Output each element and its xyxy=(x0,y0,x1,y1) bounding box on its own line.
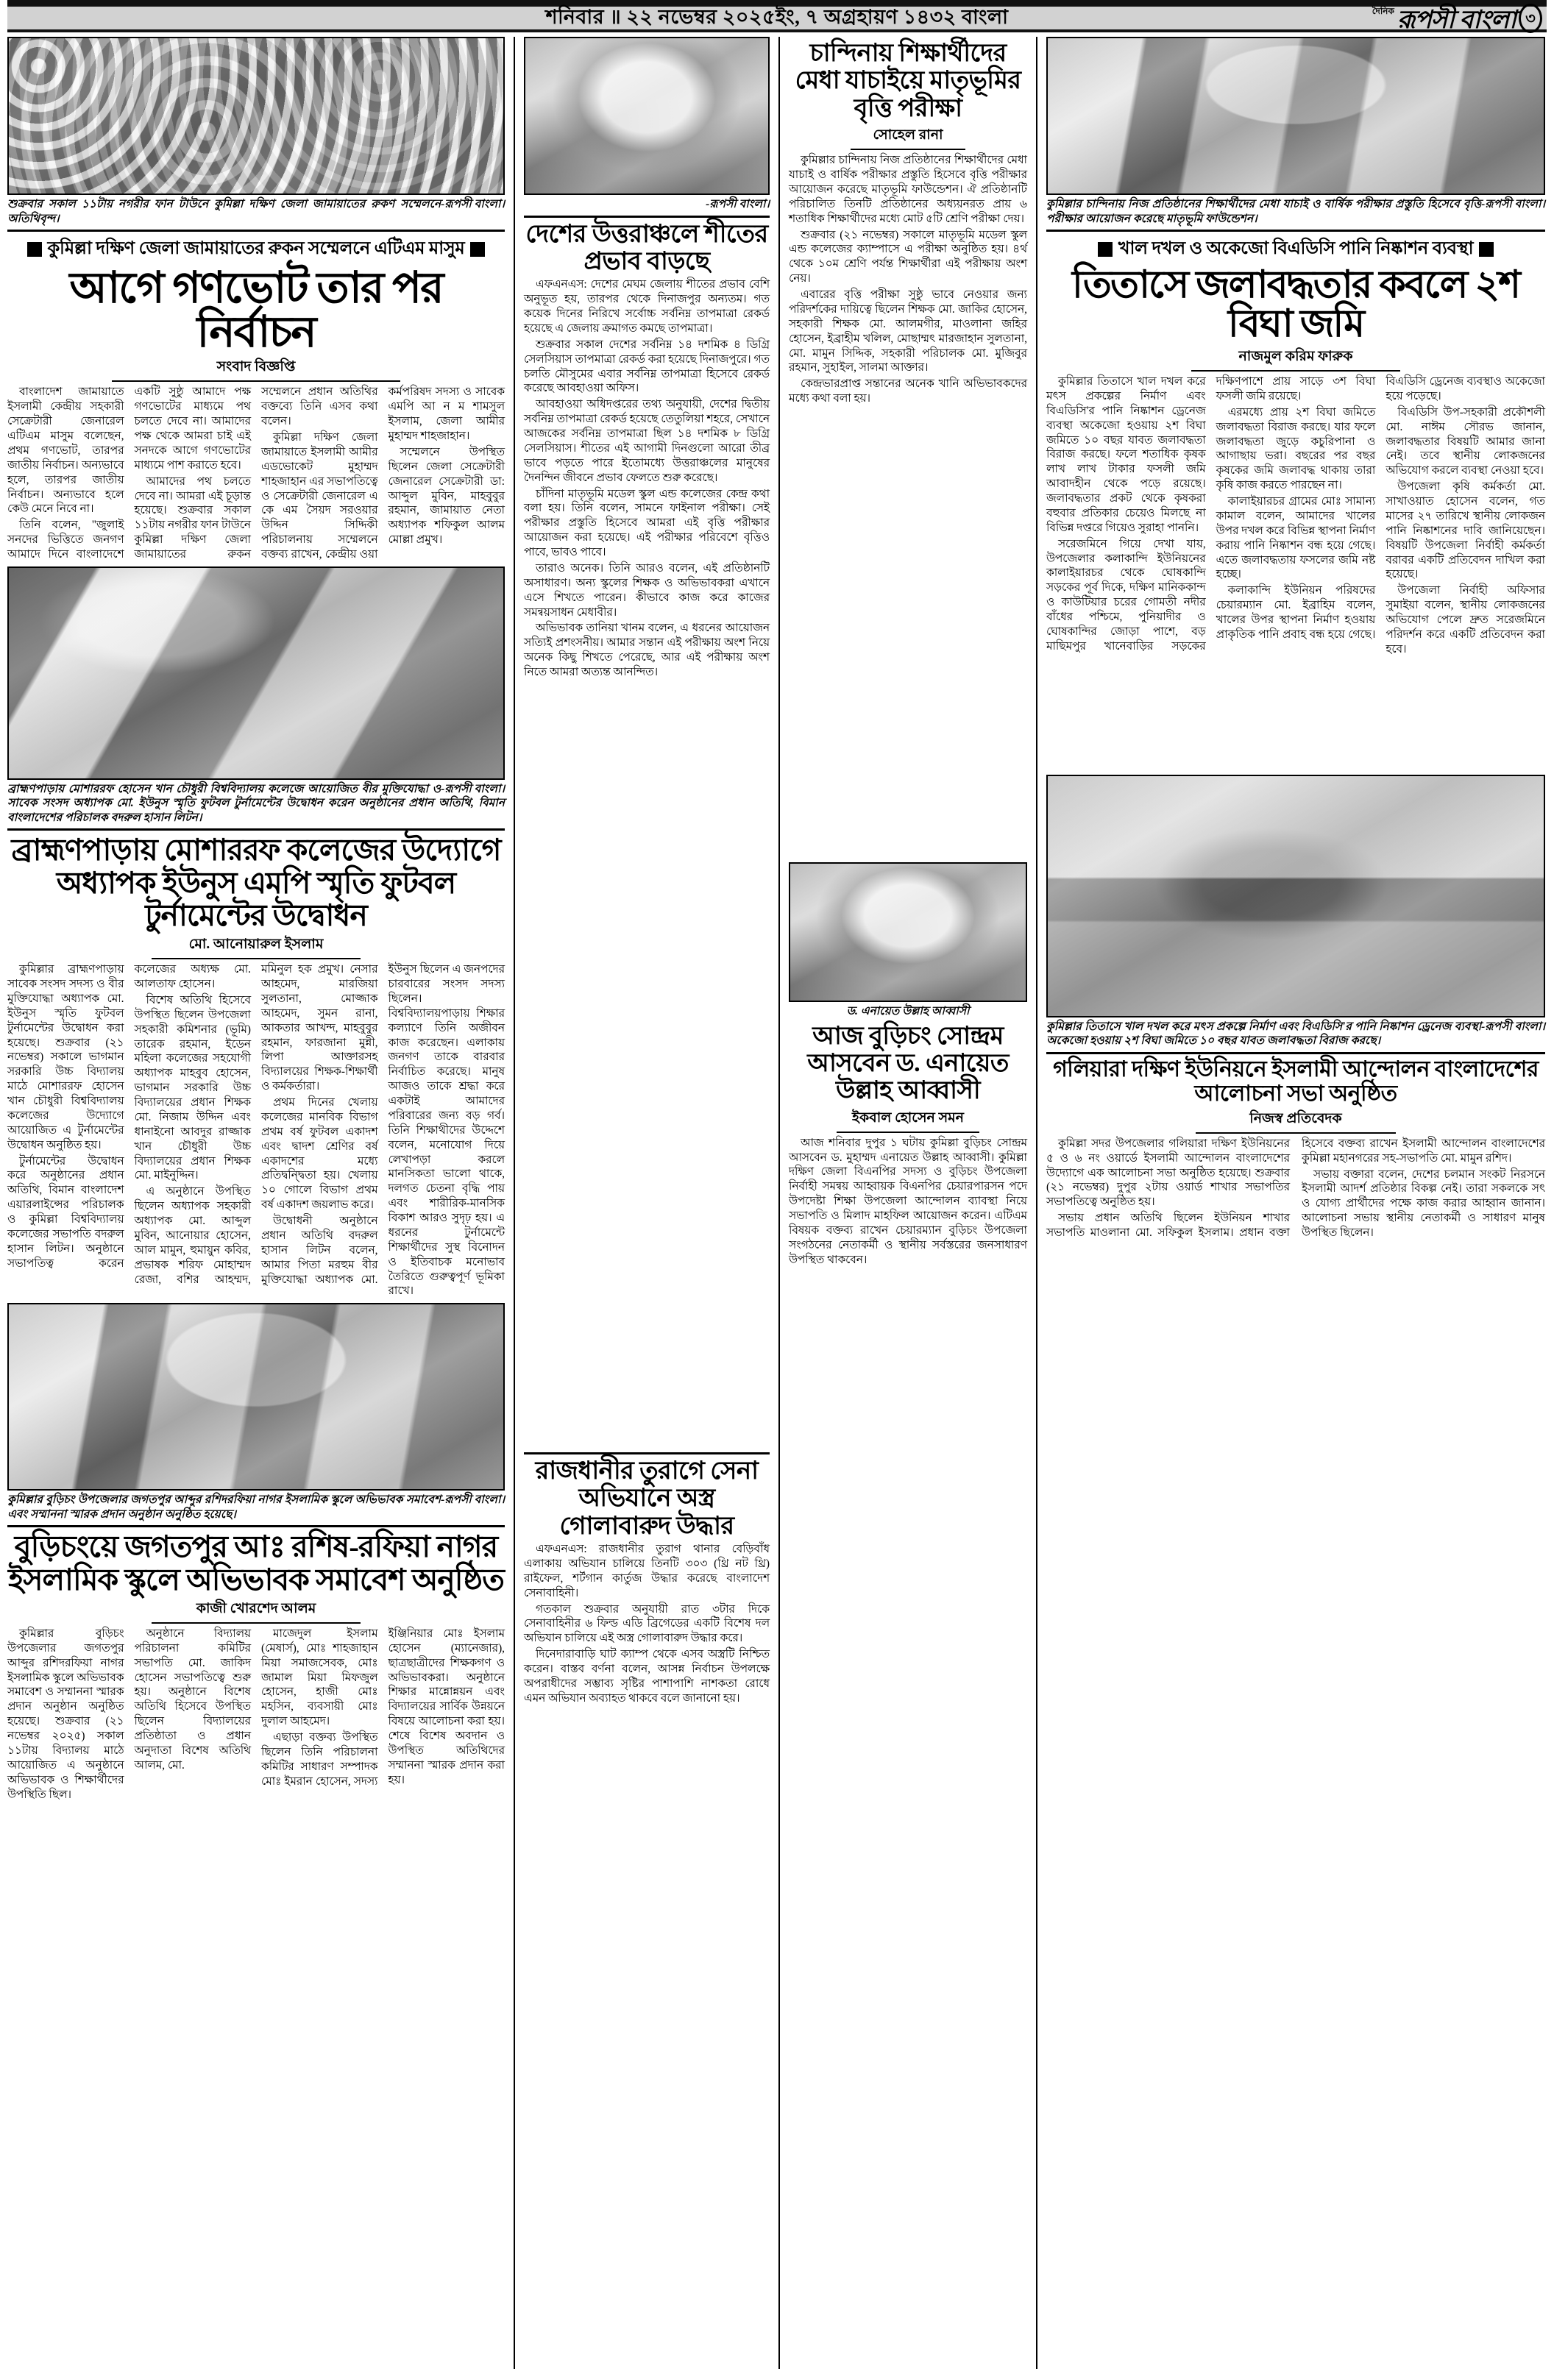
col2-story1-body: এফএনএস: দেশের মেঘম জেলায় শীতের প্রভাব বেশি অনুভূত হয়, তারপর থেকে দিনাজপুর অন্যতম। গত কয়েক দিনের নিরিখে সর্বোচ্চ সর্বনিম্ন তাপমাত্রা রেকর্ড হয়েছে এ জেলায় ক্রমাগত কমছে তাপমাত্রা। শুক্রবার সকাল দেশের সর্বনিম্ন ১৪ দশমিক ৪ ডিগ্রি সেলসিয়াস তাপমাত্রা রেকর্ড করা হয়েছে দিনাজপুরে। গত চলতি মৌসুমের এবার সর্বনিম্ন তাপমাত্রা হিসেবে রেকর্ড করেছে আবহাওয়া অফিস। আবহাওয়া অধিদপ্তরের তথ্য অনুযায়ী, দেশের দ্বিতীয় সর্বনিম্ন তাপমাত্রা রেকর্ড হয়েছে তেতুলিয়া শহরে, সেখানে আজকের সর্বনিম্ন তাপমাত্রা ছিল ১৪ দশমিক ৮ ডিগ্রি সেলসিয়াস। শীতের এই আগামী দিনগুলো আরো তীব্র ভাবে পড়তে পারে ইতোমধ্যে উত্তরাঞ্চলের মানুষের দৈনন্দিন জীবনে প্রভাব ফেলতে শুরু করেছে। চাঁদিনা মাতৃভূমি মডেল স্কুল এন্ড কলেজের কেন্দ্র কথা বলা হয়। তিনি বলেন, সামনে ফাইনাল পরীক্ষা। সেই পরীক্ষার প্রস্তুতি হিসেবে আমরা এই বৃত্তি পরীক্ষার আয়োজন করা হয়েছে। এই পরীক্ষার পরিবেশে বৃত্তিও পাবে, ভাবও পাবে। তারাও অনেক। তিনি আরও বলেন, এই প্রতিষ্ঠানটি অসাধারণ। অন্য স্কুলের শিক্ষক ও অভিভাবকরা এখানে এসে শিখতে পারেন। কীভাবে কাজ করে কাজের সমন্বয়সাধন মেধাবীর। অভিভাবক তানিয়া খানম বলেন, এ ধরনের আয়োজন সত্যিই প্রশংসনীয়। আমার সন্তান এই পরীক্ষায় অংশ নিয়ে অনেক কিছু শিখতে পেরেছে, আর এই পরীক্ষায় অংশ নিতে আমরা অত্যন্ত আনন্দিত। xyxy=(524,278,770,679)
nameplate-kicker: দৈনিক xyxy=(1372,6,1394,16)
square-bullet-icon xyxy=(470,242,485,257)
photo-jamaat-conference xyxy=(7,37,505,195)
photo-flood-caption: -রূপসী বাংলা। কুমিল্লার তিতাসে খাল দখল করে মৎস প্রকল্পে নির্মাণ এবং বিএডিসি'র পানি নিষ্কাশন ড্রেনেজ ব্যবস্থা অকেজো হওয়ায় ২শ বিঘা জমিতে ১০ বছর যাবত জলাবদ্ধতা বিরাজ করছে। xyxy=(1046,1020,1545,1048)
photo-abbasi-portrait xyxy=(789,862,1027,1002)
photo-credit: -রূপসী বাংলা। xyxy=(1481,198,1545,210)
column-1 xyxy=(7,37,514,2369)
photo-credit: -রূপসী বাংলা। xyxy=(1481,1020,1545,1033)
square-bullet-icon xyxy=(27,242,42,257)
page-number-badge: ৩ xyxy=(1519,4,1542,33)
story3-body: কুমিল্লার বুড়িচং উপজেলার জগতপুর আব্দুর রশিদরফিয়া নাগর ইসলামিক স্কুলে অভিভাবক সমাবেশ ও সম্মাননা স্মারক প্রদান অনুষ্ঠান অনুষ্ঠিত হয়েছে। শুক্রবার (২১ নভেম্বর ২০২৫) সকাল ১১টায় বিদ্যালয় মাঠে আয়োজিত এ অনুষ্ঠানে অভিভাবক ও শিক্ষার্থীদের উপস্থিতি ছিল। অনুষ্ঠানে বিদ্যালয় পরিচালনা কমিটির সভাপতি মো. জাকিদ হোসেন সভাপতিত্বে শুরু হয়। অনুষ্ঠানে বিশেষ অতিথি হিসেবে উপস্থিত ছিলেন বিদ্যালয়ের প্রতিষ্ঠাতা ও প্রধান অনুদাতা বিশেষ অতিথি আলম, মো. মাজেদুল ইসলাম (মেষার্স), মোঃ শাহজাহান মিয়া সমাজসেবক, মোঃ জামাল মিয়া মিফজুল হোসেন, হাজী মোঃ মহসিন, ব্যবসায়ী মোঃ দুলাল আহমেদ। এছাড়া বক্তব্য উপস্থিত ছিলেন তিনি পরিচালনা কমিটির সাধারণ সম্পাদক মোঃ ইমরান হোসেন, সদস্য ইঞ্জিনিয়ার মোঃ ইসলাম হোসেন (ম্যানেজার), ছাত্রছাত্রীদের শিক্ষকগণ ও অভিভাবকরা। অনুষ্ঠানে শিক্ষার মান্নোন্নয়ন এবং বিদ্যালয়ের সার্বিক উন্নয়নে বিষয়ে আলোচনা করা হয়। শেষে বিশেষ অবদান ও উপস্থিত অতিথিদের সম্মাননা স্মারক প্রদান করা হয়। xyxy=(7,1627,505,1801)
photo-football-tournament xyxy=(7,566,505,780)
photo-school-caption: -রূপসী বাংলা। কুমিল্লার বুড়িচং উপজেলার জগতপুর আব্দুর রশিদরফিয়া নাগর ইসলামিক স্কুলে অভিভাবক সমাবেশ এবং সম্মাননা স্মারক প্রদান অনুষ্ঠান অনুষ্ঠিত হয়েছে। xyxy=(7,1493,505,1521)
photo-jamaat-caption: -রূপসী বাংলা। শুক্রবার সকাল ১১টায় নগরীর ফান টাউনে কুমিল্লা দক্ষিণ জেলা জামায়াতের রুকণ সম্মেলনে অতিথিবৃন্দ। xyxy=(7,198,505,225)
page-columns xyxy=(7,37,1547,2369)
story1-kicker: কুমিল্লা দক্ষিণ জেলা জামায়াতের রুকন সম্মেলনে এটিএম মাসুম xyxy=(7,235,505,264)
nameplate xyxy=(1372,4,1542,33)
story1-headline: আগে গণভোট তার পর নির্বাচন xyxy=(69,263,443,357)
column-2 xyxy=(514,37,778,2369)
photo-islamic-school xyxy=(7,1303,505,1491)
photo-abbasi-name: ড. এনায়েত উল্লাহ আব্বাসী xyxy=(846,1005,970,1018)
story1-body: বাংলাদেশ জামায়াতে ইসলামী কেন্দ্রীয় সহকারী সেক্রেটারী জেনারেল এটিএম মাসুম বলেছেন, প্রথম গণভোট, তারপর জাতীয় নির্বাচন। অন্যভাবে হলে, তারপর জাতীয় নির্বাচন। অন্যভাবে হলে কেউ মেনে নিবে না। তিনি বলেন, "জুলাই সনদের ভিত্তিতে জনগণ আমাদে দিনে বাংলাদেশে একটি সুষ্ঠু আমাদে পক্ষ গণভোটের মাধ্যমে পথ চলতে দেবে না। আমাদের পক্ষ থেকে আমরা চাই এই সনদকে আগে গণভোটের মাধ্যমে পাশ করাতে হবে। আমাদের পথ চলতে দেবে না। আমরা এই চূড়ান্ত হয়েছে। শুক্রবার সকাল ১১টায় নগরীর ফান টাউনে কুমিল্লা দক্ষিণ জেলা জামায়াতের রুকন সম্মেলনে প্রধান অতিথির বক্তব্যে তিনি এসব কথা বলেন। কুমিল্লা দক্ষিণ জেলা জামায়াতে ইসলামী আমীর এডভোকেট মুহাম্মদ শাহজাহান এর সভাপতিত্বে ও সেক্রেটারী জেনারেল এ কে এম সৈয়দ সরওয়ার উদ্দিন সিদ্দিকী পরিচালনায় সম্মেলনে বক্তব্য রাখেন, কেন্দ্রীয় ওয়া কর্মপরিষদ সদস্য ও সাবেক এমপি আ ন ম শামসুল ইসলাম, জেলা আমীর মুহাম্মদ শাহজাহান। সম্মেলনে উপস্থিত ছিলেন জেলা সেক্রেটারী জেনারেল সেক্রেটারী ডা: আব্দুল মুবিন, মাহবুবুর রহমান, জামায়াত নেতা অধ্যাপক শফিকুল আলম মোল্লা প্রমুখ। xyxy=(7,386,505,561)
masthead xyxy=(7,0,1547,32)
col3-story1-headline: চান্দিনায় শিক্ষার্থীদের মেধা যাচাইয়ে মাতৃভূমির বৃত্তি পরীক্ষা xyxy=(795,40,1021,122)
col4-story2-headline: গলিয়ারা দক্ষিণ ইউনিয়নে ইসলামী আন্দোলন বাংলাদেশের আলোচনা সভা অনুষ্ঠিত xyxy=(1053,1056,1539,1106)
photo-portrait-credit: -রূপসী বাংলা। xyxy=(706,198,770,210)
photo-exam-caption: -রূপসী বাংলা। কুমিল্লার চান্দিনায় নিজ প্রতিষ্ঠানের শিক্ষার্থীদের মেধা যাচাই ও বার্ষিক পরীক্ষার প্রস্তুতি হিসেবে বৃত্তি পরীক্ষার আয়োজন করেছে মাতৃভূমি ফাউন্ডেশন। xyxy=(1046,198,1545,225)
col4-story1-byline: নাজমুল করিম ফারুক xyxy=(1191,346,1401,372)
col2-story2-body: এফএনএস: রাজধানীর তুরাগ থানার বেড়িবাঁধ এলাকায় অভিযান চালিয়ে তিনটি ৩০৩ (থ্রি নট থ্রি) রাইফেল, শর্টগান কার্তুজ উদ্ধার করেছে বাংলাদেশ সেনাবাহিনী। গতকাল শুক্রবার অনুযায়ী রাত ৩টার দিকে সেনাবাহিনীর ৬ ফিল্ড এডি ব্রিগেডের একটি বিশেষ দল অভিযান চালিয়ে এই অস্ত্র গোলাবারুদ উদ্ধার করে। দিনেদারাবাড়ি ঘাট ক্যাম্প থেকে এসব অস্ত্রটি নিশ্চিত করেন। বাস্তব বর্ণনা বলেন, আসন্ন নির্বাচন উপলক্ষে অপরাধীদের সম্ভাব্য সৃষ্টির পাশাপাশি নাশকতা রোধে এমন অভিযান অব্যাহত থাকবে বলে জানানো হয়। xyxy=(524,1543,770,1705)
story2-body: কুমিল্লার ব্রাহ্মণপাড়ায় সাবেক সংসদ সদস্য ও বীর মুক্তিযোদ্ধা অধ্যাপক মো. ইউনুস স্মৃতি ফুটবল টুর্নামেন্টের উদ্বোধন করা হয়েছে। শুক্রবার (২১ নভেম্বর) সকালে ভাগমান সরকারি উচ্চ বিদ্যালয় মাঠে মোশাররফ হোসেন খান চৌধুরী বিশ্ববিদ্যালয় কলেজের উদ্যোগে আয়োজিত এ টুর্নামেন্টের উদ্বোধন অনুষ্ঠিত হয়। টুর্নামেন্টের উদ্বোধন করে অনুষ্ঠানের প্রধান অতিথি, বিমান বাংলাদেশ এয়ারলাইন্সের পরিচালক ও কুমিল্লা বিশ্ববিদ্যালয় কলেজের সভাপতি বদরুল হাসান লিটন। অনুষ্ঠানে সভাপতিত্ব করেন কলেজের অধ্যক্ষ মো. আলতাফ হোসেন। বিশেষ অতিথি হিসেবে উপস্থিত ছিলেন উপজেলা সহকারী কমিশনার (ভূমি) তারেক রহমান, ইডেন মহিলা কলেজের সহযোগী অধ্যাপক মাহবুব হোসেন, ভাগমান সরকারি উচ্চ বিদ্যালয়ের প্রধান শিক্ষক মো. নিজাম উদ্দিন এবং ধানাইনাে আবদুর রাজ্জাক খান চৌধুরী উচ্চ বিদ্যালয়ের প্রধান শিক্ষক মো. মাইনুদ্দিন। এ অনুষ্ঠানে উপস্থিত ছিলেন অধ্যাপক সহকারী অধ্যাপক মো. আব্দুল মুবিন, আনোয়ার হোসেন, আল মামুন, হুমায়ুন কবির, প্রভাষক শরিফ মোহাম্মদ রেজা, বশির আহম্মদ, মমিনুল হক প্রমুখ। নেসার আহমেদ, মারজিয়া সুলতানা, মোজ্জাক আহমেদ, সুমন রানা, আকতার আখন্দ, মাহবুবুর রহমান, ফারজানা মুন্নী, লিপা আক্তারসহ বিদ্যালয়ের শিক্ষক-শিক্ষার্থী ও কর্মকর্তারা। প্রথম দিনের খেলায় কলেজের মানবিক বিভাগ প্রথম বর্ষ ফুটবল একাদশ এবং দ্বাদশ শ্রেণির বর্ষ একাদশের মধ্যে প্রতিদ্বন্দ্বিতা হয়। খেলায় ১০ গোলে বিভাগ প্রথম বর্ষ একাদশ জয়লাভ করে। উদ্বোধনী অনুষ্ঠানে প্রধান অতিথি বদরুল হাসান লিটন বলেন, আমার পিতা মরহুম বীর মুক্তিযোদ্ধা অধ্যাপক মো. ইউনুস ছিলেন এ জনপদের চারবারের সংসদ সদস্য ছিলেন। বিশ্ববিদ্যালয়পাড়ায় শিক্ষার কল্যাণে তিনি অজীবন কাজ করেছেন। এলাকায় জনগণ তাকে বারবার নির্বাচিত করেছে। মানুষ আজও তাকে শ্রদ্ধা করে একটাই আমাদের পরিবারের জন্য বড় গর্ব। তিনি শিক্ষাথীদের উদ্দেশে বলেন, মনোযোগ দিয়ে লেখাপড়া করলে মানসিকতা ভালো থাকে, দলগত চেতনা বৃদ্ধি পায় এবং শারীরিক-মানসিক বিকাশ আরও সুদৃঢ় হয়। এ ধরনের টুর্নামেন্টে শিক্ষার্থীদের সুস্থ বিনোদন ও ইতিবাচক মনোভাব তৈরিতে গুরুত্বপূর্ণ ভূমিকা রাখে। xyxy=(7,963,505,1298)
nameplate-title: রূপসী বাংলা xyxy=(1397,7,1516,34)
square-bullet-icon xyxy=(1479,242,1494,257)
story3-byline: কাজী খোরশেদ আলম xyxy=(152,1598,361,1624)
col4-story1-kicker: খাল দখল ও অকেজো বিএডিসি পানি নিষ্কাশন ব্যবস্থা xyxy=(1046,235,1545,264)
photo-scholarship-exam xyxy=(1046,37,1545,195)
photo-credit: -রূপসী বাংলা। xyxy=(441,1493,505,1507)
column-4 xyxy=(1036,37,1545,2369)
col3-story1-body: কুমিল্লার চান্দিনায় নিজ প্রতিষ্ঠানের শিক্ষার্থীদের মেধা যাচাই ও বার্ষিক পরীক্ষার প্রস্তুতি হিসেবে বৃত্তি পরীক্ষার আয়োজন করেছে মাতৃভূমি ফাউন্ডেশন। ঐ প্রতিষ্ঠানটি পরিচালিত তিনটি প্রতিষ্ঠানের অধ্যয়নরত প্রায় ৬ শতাধিক শিক্ষার্থীদের মধ্যে মোট ৫টি শ্রেণি পরীক্ষা দেয়। শুক্রবার (২১ নভেম্বর) সকালে মাতৃভূমি মডেল স্কুল এন্ড কলেজের ক্যাম্পাসে এ পরীক্ষা অনুষ্ঠিত হয়। ৪র্থ থেকে ১০ম শ্রেণি পর্যন্ত শিক্ষার্থীরা এই পরীক্ষায় অংশ নেয়। এবারের বৃত্তি পরীক্ষা সুষ্ঠু ভাবে নেওয়ার জন্য পরিদর্শকের দায়িত্বে ছিলেন শিক্ষক মো. জাকির হোসেন, সহকারী শিক্ষক মো. আলমগীর, মাওলানা জহির হোসেন, ইব্রাহীম খলিল, মোছাম্মৎ মারজাহান সুলতানা, মো. মামুন সিদ্দিক, সহকারী পরিচালক মো. মুজিবুর রহমান, সুহাইল, সালমা আক্তার। কেন্দ্রভারপ্রাপ্ত সন্তানের অনেক খানি অভিভাবকদের মধ্যে কথা বলা হয়। xyxy=(789,154,1027,405)
photo-waterlogged-field xyxy=(1046,775,1545,1017)
col3-story2-headline: আজ বুড়িচং সোন্দ্রম আসবেন ড. এনায়েত উল্লাহ আব্বাসী xyxy=(807,1022,1009,1105)
col4-story1-body: কুমিল্লার তিতাসে খাল দখল করে মৎস প্রকল্পের নির্মাণ এবং বিএডিসি'র পানি নিষ্কাশন ড্রেনেজ ব্যবস্থা অকেজো হওয়ায় ২শ বিঘা জমিতে ১০ বছর যাবত জলাবদ্ধতা বিরাজ করছে। ফলে শতাধিক কৃষক লাখ লাখ টাকার ফসলী জমি আবাদহীন থেকে পড়ে রয়েছে। জলাবদ্ধতার প্রকট থেকে কৃষকরা বহুবার প্রতিকার চেয়েও মিলছে না বিভিন্ন দপ্তরে গিয়েও সুরাহা পাননি। সরেজমিনে গিয়ে দেখা যায়, উপজেলার কলাকান্দি ইউনিয়নের কালাইয়ারচর থেকে ঘোষকান্দি সড়কের পূর্ব দিকে, দক্ষিণ মানিককান্দ ও কাউটিয়ার চরের গোমতী নদীর বাঁধের পশ্চিমে, পুনিয়াদীর ও ঘোষকান্দির জোড়া পাশে, বড় মাছিমপুর খানেবাড়ির সড়কের দক্ষিণপাশে প্রায় সাড়ে ৩শ বিঘা ফসলী জমি রয়েছে। এরমধ্যে প্রায় ২শ বিঘা জমিতে জলাবদ্ধতা বিরাজ করছে। যার ফলে জলাবদ্ধতা জুড়ে কচুরিপানা ও আগাছায় ভরা। বছরের পর বছর কৃষকের জমি জলাবদ্ধ থাকায় তারা কৃষি কাজ করতে পারছেন না। কালাইয়ারচর গ্রামের মোঃ সামান্য কামাল বলেন, আমাদের খালের উপর দখল করে বিভিন্ন স্থাপনা নির্মাণ করায় পানি নিষ্কাশন বন্ধ হয়ে গেছে। এতে জলাবদ্ধতায় ফসলের জমি নষ্ট হচ্ছে। কলাকান্দি ইউনিয়ন পরিষদের চেয়ারম্যান মো. ইব্রাহিম বলেন, খালের উপর স্থাপনা নির্মাণ হওয়ায় প্রাকৃতিক পানি প্রবাহ বন্ধ হয়ে গেছে। বিএডিসি ড্রেনেজ ব্যবস্থাও অকেজো হয়ে পড়েছে। বিএডিসি উপ-সহকারী প্রকৌশলী মো. নাঈম সৌরভ জানান, জলাবদ্ধতার বিষয়টি আমার জানা নেই। তবে স্থানীয় লোকজনের অভিযোগ করলে ব্যবস্থা নেওয়া হবে। উপজেলা কৃষি কর্মকর্তা মো. সাখাওয়াত হোসেন বলেন, গত মাসের ২৭ তারিখে স্থানীয় লোকজন পানি নিষ্কাশনের দাবি জানিয়েছেন। বিষয়টি উপজেলা নির্বাহী কর্মকর্তা বরাবর একটি প্রতিবেদন দাখিল করা হয়েছে। উপজেলা নির্বাহী অফিসার সুমাইয়া বলেন, স্থানীয় লোকজনের অভিযোগ পেলে দ্রুত সরেজমিনে পরিদর্শন করে একটি প্রতিবেদন করা হবে। xyxy=(1046,375,1545,656)
photo-football-caption: -রূপসী বাংলা। ব্রাহ্মণপাড়ায় মোশাররফ হোসেন খান চৌধুরী বিশ্ববিদ্যালয় কলেজে আয়োজিত বীর মুক্তিযোদ্ধা ও সাবেক সংসদ অধ্যাপক মো. ইউনুস স্মৃতি ফুটবল টুর্নামেন্টের উদ্বোধন করেন অনুষ্ঠানের প্রধান অতিথি, বিমান বাংলাদেশের পরিচালক বদরুল হাসান লিটন। xyxy=(7,782,505,824)
col3-story1-byline: সোহেল রানা xyxy=(851,124,965,150)
col4-story2-byline: নিজস্ব প্রতিবেদক xyxy=(1196,1108,1395,1134)
col3-story2-byline: ইকবাল হোসেন সমন xyxy=(837,1107,979,1133)
col2-story2-headline: রাজধানীর তুরাগে সেনা অভিযানে অস্ত্র গোলাবারুদ উদ্ধার xyxy=(535,1457,759,1540)
col3-story2-body: আজ শনিবার দুপুর ১ ঘটায় কুমিল্লা বুড়িচং সোন্দ্রম আসবেন ড. মুহাম্মদ এনায়েত উল্লাহ আব্বাসী। কুমিল্লা দক্ষিণ জেলা বিএনপির সদস্য ও বুড়িচং উপজেলা নির্বাহী সমন্বয় আহ্বায়ক বিএনপির চেয়ারপারসন পদে উপদেষ্টা শিক্ষা উপজেলা আন্দোলন ব্যাবস্থা নিয়ে সভাপতি ও মিলাদ মাহফিল আয়োজন করেন। এটিএম বিষয়ক বক্তব্য রাখেন চেয়ারম্যান বুড়িচং উপজেলা সংগঠনের নেতাকর্মী ও স্থানীয় সর্বস্তরের জনসাধারণ উপস্থিত থাকবেন। xyxy=(789,1136,1027,1266)
photo-credit: -রূপসী বাংলা। xyxy=(441,782,505,795)
photo-speaker-portrait xyxy=(524,37,770,195)
story3-headline: বুড়িচংয়ে জগতপুর আঃ রশিষ-রফিয়া নাগর ইসলামিক স্কুলে অভিভাবক সমাবেশ অনুষ্ঠিত xyxy=(8,1530,504,1596)
photo-credit: -রূপসী বাংলা। xyxy=(441,198,505,210)
col2-story1-headline: দেশের উত্তরাঞ্চলে শীতের প্রভাব বাড়ছে xyxy=(525,220,768,275)
story2-headline: ব্রাহ্মণপাড়ায় মোশাররফ কলেজের উদ্যোগে অধ্যাপক ইউনুস এমপি স্মৃতি ফুটবল টুর্নামেন্টের উদ্বোধন xyxy=(11,833,501,932)
story2-byline: মো. আনোয়ারুল ইসলাম xyxy=(152,934,361,959)
masthead-date: শনিবার ॥ ২২ নভেম্বর ২০২৫ইং, ৭ অগ্রহায়ণ ১৪৩২ বাংলা xyxy=(545,6,1009,28)
col4-story1-headline: তিতাসে জলাবদ্ধতার কবলে ২শ বিঘা জমি xyxy=(1072,264,1519,346)
square-bullet-icon xyxy=(1098,242,1113,257)
col4-story2-body: কুমিল্লা সদর উপজেলার গলিয়ারা দক্ষিণ ইউনিয়নের ৫ ও ৬ নং ওয়ার্ডে ইসলামী আন্দোলন বাংলাদেশের উদ্যোগে এক আলোচনা সভা অনুষ্ঠিত হয়েছে। শুক্রবার (২১ নভেম্বর) দুপুর ২টায় ওয়ার্ড শাখার সভাপতির সভাপতিত্বে অনুষ্ঠিত হয়। সভায় প্রধান অতিথি ছিলেন ইউনিয়ন শাখার সভাপতি মাওলানা মো. সফিকুল ইসলাম। প্রধান বক্তা হিসেবে বক্তব্য রাখেন ইসলামী আন্দোলন বাংলাদেশের কুমিল্লা মহানগরের সহ-সভাপতি মো. মামুন রশিদ। সভায় বক্তারা বলেন, দেশের চলমান সংকট নিরসনে ইসলামী আদর্শ প্রতিষ্ঠার বিকল্প নেই। তারা সকলকে সৎ ও যোগ্য প্রার্থীদের পক্ষে কাজ করার আহ্বান জানান। আলোচনা সভায় স্থানীয় নেতাকর্মী ও সাধারণ মানুষ উপস্থিত ছিলেন। xyxy=(1046,1137,1545,1239)
column-3 xyxy=(778,37,1036,2369)
story1-byline: সংবাদ বিজ্ঞপ্তি xyxy=(112,356,400,382)
